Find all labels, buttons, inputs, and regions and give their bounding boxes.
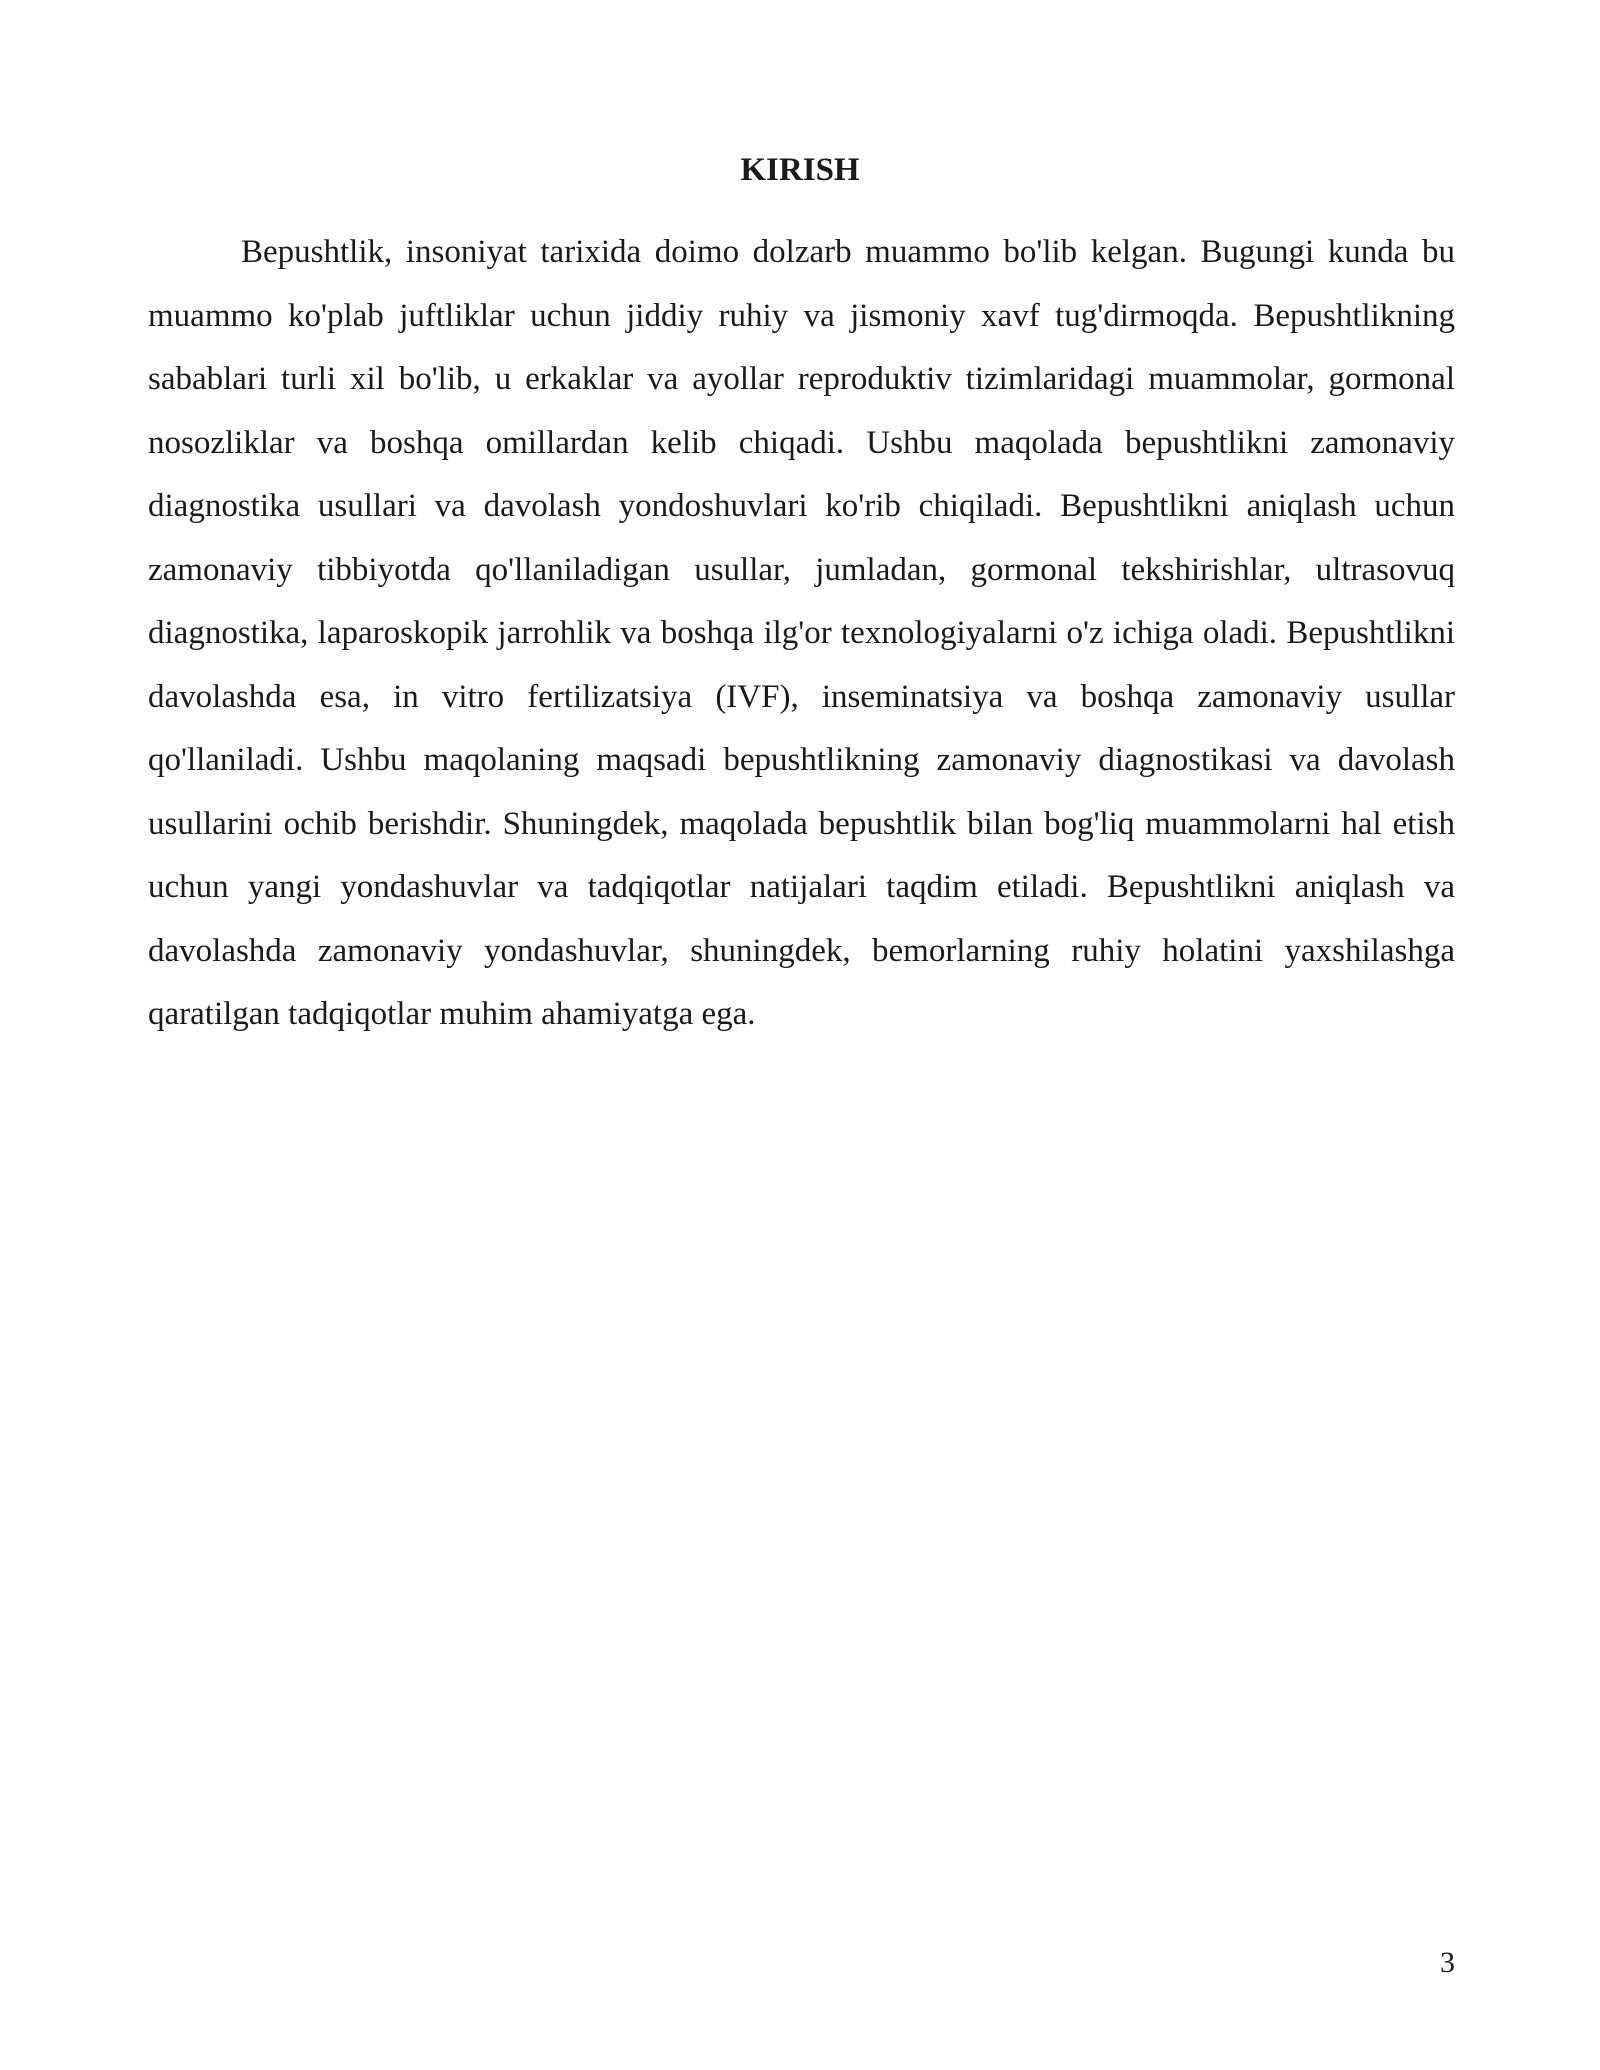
body-paragraph: Bepushtlik, insoniyat tarixida doimo dolzarb muammo bo'lib kelgan. Bugungi kunda bu muammo ko'plab juftliklar uchun jiddiy ruhiy va jismoniy xavf tug'dirmoqda. Bepushtlikning sabablari turli xil bo'lib, u erkaklar va ayollar reproduktiv tizimlaridagi muammolar, gormonal nosozliklar va boshqa omillardan kelib chiqadi. Ushbu maqolada bepushtlikni zamonaviy diagnostika usullari va davolash yondoshuvlari ko'rib chiqiladi. Bepushtlikni aniqlash uchun zamonaviy tibbiyotda qo'llaniladigan usullar, jumladan, gormonal tekshirishlar, ultrasovuq diagnostika, laparoskopik jarrohlik va boshqa ilg'or texnologiyalarni o'z ichiga oladi. Bepushtlikni davolashda esa, in vitro fertilizatsiya (IVF), inseminatsiya va boshqa zamonaviy usullar qo'llaniladi. Ushbu maqolaning maqsadi bepushtlikning zamonaviy diagnostikasi va davolash usullarini ochib berishdir. Shuningdek, maqolada bepushtlik bilan bog'liq muammolarni hal etish uchun yangi yondashuvlar va tadqiqotlar natijalari taqdim etiladi. Bepushtlikni aniqlash va davolashda zamonaviy yondashuvlar, shuningdek, bemorlarning ruhiy holatini yaxshilashga qaratilgan tadqiqotlar muhim ahamiyatga ega. <box>148 234 1455 1032</box>
section-heading: KIRISH <box>740 152 860 188</box>
page-number: 3 <box>1440 1946 1455 1979</box>
